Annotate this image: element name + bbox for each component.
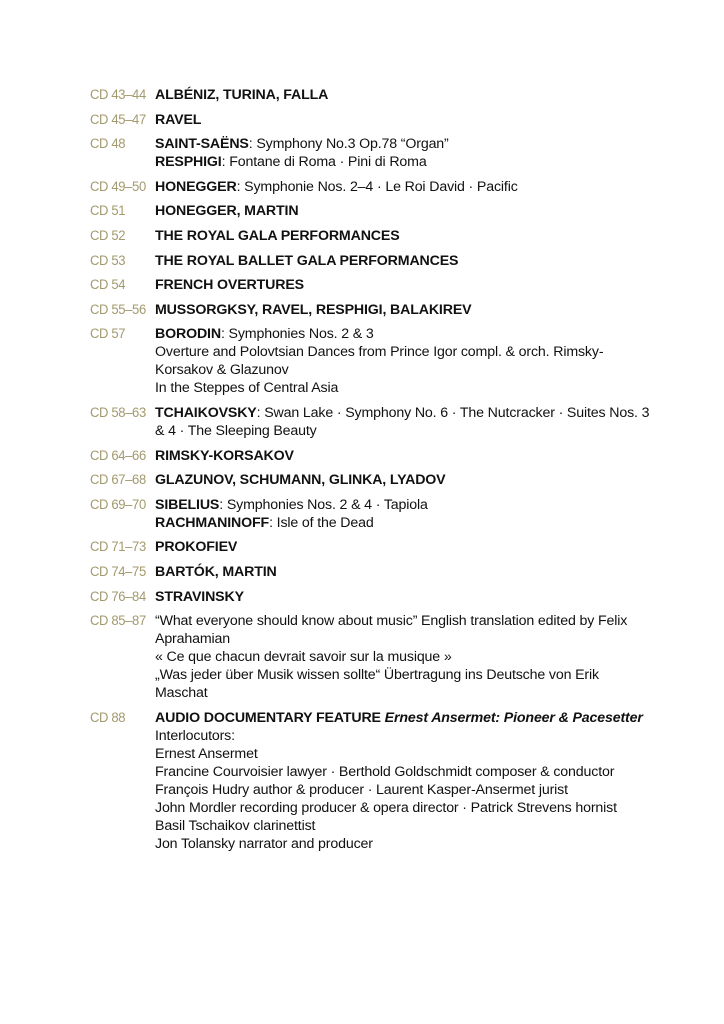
cd-contents	[155, 111, 650, 129]
work-description: Jon Tolansky narrator and producer	[155, 835, 373, 852]
composer-name: AUDIO DOCUMENTARY FEATURE	[155, 709, 385, 726]
cd-number: CD 48	[90, 136, 126, 153]
cd-number: CD 76–84	[90, 588, 146, 605]
cd-contents	[155, 135, 650, 171]
composer-name: BORODIN	[155, 326, 221, 343]
content-line	[155, 496, 650, 514]
cd-entry	[90, 471, 650, 489]
content-line	[155, 514, 650, 532]
cd-entry	[90, 496, 650, 532]
composer-name: GLAZUNOV, SCHUMANN, GLINKA, LYADOV	[155, 472, 446, 489]
composer-name: RESPHIGI	[155, 154, 222, 171]
cd-number: CD 64–66	[90, 447, 146, 464]
cd-entry	[90, 538, 650, 556]
work-description: In the Steppes of Central Asia	[155, 380, 339, 397]
content-line	[155, 301, 650, 319]
content-line	[155, 799, 650, 817]
cd-entry	[90, 588, 650, 606]
composer-name: MUSSORGKSY, RAVEL, RESPHIGI, BALAKIREV	[155, 301, 472, 318]
content-line	[155, 252, 650, 270]
work-description: : Symphonies Nos. 2 & 3	[220, 326, 374, 343]
cd-entry	[90, 563, 650, 581]
cd-entry	[90, 111, 650, 129]
cd-entry	[90, 447, 650, 465]
content-line	[155, 538, 650, 556]
work-description: Ernest Ansermet	[155, 745, 258, 762]
work-description: John Mordler recording producer & opera director · Patrick Strevens hornist	[155, 799, 617, 816]
cd-number: CD 74–75	[90, 563, 146, 580]
composer-name: ALBÉNIZ, TURINA, FALLA	[155, 87, 329, 103]
cd-entry	[90, 612, 650, 702]
cd-contents	[155, 227, 650, 245]
content-line	[155, 727, 650, 745]
composer-name: SAINT-SAËNS	[155, 136, 249, 153]
cd-contents	[155, 325, 650, 397]
content-line	[155, 111, 650, 129]
cd-contents	[155, 612, 650, 702]
composer-name: RACHMANINOFF	[155, 514, 270, 531]
cd-entry	[90, 227, 650, 245]
cd-entry	[90, 135, 650, 171]
content-line	[155, 666, 650, 702]
work-description: Overture and Polovtsian Dances from Prince Igor compl. & orch. Rimsky-Korsakov & Glazunov	[155, 344, 604, 379]
work-description: : Symphony No.3 Op.78 “Organ”	[248, 136, 449, 153]
feature-title: Ernest Ansermet: Pioneer & Pacesetter	[384, 709, 643, 726]
cd-contents	[155, 471, 650, 489]
cd-number: CD 54	[90, 277, 126, 294]
content-line	[155, 325, 650, 343]
cd-number: CD 43–44	[90, 87, 146, 103]
composer-name: FRENCH OVERTURES	[155, 277, 304, 294]
composer-name: RAVEL	[155, 111, 202, 128]
work-description: Interlocutors:	[155, 727, 235, 744]
work-description: : Isle of the Dead	[269, 514, 374, 531]
cd-contents	[155, 301, 650, 319]
content-line	[155, 588, 650, 606]
cd-number: CD 45–47	[90, 111, 146, 128]
work-description: Francine Courvoisier lawyer · Berthold Goldschmidt composer & conductor	[155, 763, 615, 780]
cd-number: CD 88	[90, 709, 126, 726]
content-line	[155, 709, 650, 727]
content-line	[155, 135, 650, 153]
cd-contents	[155, 538, 650, 556]
cd-contents	[155, 447, 650, 465]
composer-name: THE ROYAL GALA PERFORMANCES	[155, 227, 400, 244]
content-line	[155, 404, 650, 440]
content-line	[155, 227, 650, 245]
cd-number: CD 71–73	[90, 539, 146, 556]
work-description: : Swan Lake · Symphony No. 6 · The Nutcracker · Suites Nos. 3 & 4 · The Sleeping Beauty	[155, 404, 650, 439]
cd-entry	[90, 178, 650, 196]
composer-name: HONEGGER	[155, 178, 237, 195]
cd-entry	[90, 404, 650, 440]
content-line	[155, 86, 650, 104]
cd-number: CD 52	[90, 227, 126, 244]
work-description: “What everyone should know about music” English translation edited by Felix Aprahamian	[155, 613, 628, 648]
work-description: François Hudry author & producer · Laurent Kasper-Ansermet jurist	[155, 781, 568, 798]
cd-entry	[90, 709, 650, 853]
cd-contents	[155, 563, 650, 581]
cd-contents	[155, 202, 650, 220]
work-description: „Was jeder über Musik wissen sollte“ Übertragung ins Deutsche von Erik Maschat	[155, 667, 599, 702]
content-line	[155, 178, 650, 196]
cd-contents	[155, 496, 650, 532]
composer-name: THE ROYAL BALLET GALA PERFORMANCES	[155, 252, 459, 269]
content-line	[155, 648, 650, 666]
cd-contents	[155, 404, 650, 440]
content-line	[155, 745, 650, 763]
cd-number: CD 69–70	[90, 496, 146, 513]
cd-contents	[155, 709, 650, 853]
work-description: « Ce que chacun devrait savoir sur la musique »	[155, 649, 452, 666]
cd-number: CD 67–68	[90, 472, 146, 489]
cd-number: CD 58–63	[90, 404, 146, 421]
composer-name: BARTÓK, MARTIN	[155, 563, 277, 580]
content-line	[155, 276, 650, 294]
work-description: : Symphonies Nos. 2 & 4 · Tapiola	[219, 496, 428, 513]
cd-contents	[155, 276, 650, 294]
composer-name: TCHAIKOVSKY	[155, 404, 257, 421]
cd-entry	[90, 252, 650, 270]
cd-contents	[155, 86, 650, 104]
work-description: Basil Tschaikov clarinettist	[155, 817, 316, 834]
content-line	[155, 153, 650, 171]
cd-number: CD 57	[90, 326, 126, 343]
content-line	[155, 763, 650, 781]
work-description: : Symphonie Nos. 2–4 · Le Roi David · Pacific	[236, 178, 518, 195]
content-line	[155, 202, 650, 220]
cd-entry	[90, 86, 650, 104]
content-line	[155, 835, 650, 853]
cd-entry	[90, 202, 650, 220]
content-line	[155, 343, 650, 379]
composer-name: RIMSKY-KORSAKOV	[155, 447, 294, 464]
cd-contents	[155, 252, 650, 270]
content-line	[155, 563, 650, 581]
content-line	[155, 447, 650, 465]
content-line	[155, 817, 650, 835]
cd-entry	[90, 276, 650, 294]
cd-number: CD 85–87	[90, 613, 146, 630]
cd-contents	[155, 588, 650, 606]
composer-name: PROKOFIEV	[155, 539, 238, 556]
work-description: : Fontane di Roma · Pini di Roma	[221, 154, 427, 171]
cd-number: CD 51	[90, 203, 126, 220]
content-line	[155, 781, 650, 799]
cd-number: CD 53	[90, 252, 126, 269]
content-line	[155, 612, 650, 648]
cd-contents	[155, 178, 650, 196]
content-line	[155, 471, 650, 489]
content-line	[155, 379, 650, 397]
composer-name: STRAVINSKY	[155, 588, 244, 605]
cd-number: CD 49–50	[90, 178, 146, 195]
cd-number: CD 55–56	[90, 301, 146, 318]
composer-name: HONEGGER, MARTIN	[155, 203, 299, 220]
composer-name: SIBELIUS	[155, 496, 220, 513]
cd-entry	[90, 301, 650, 319]
cd-entry	[90, 325, 650, 397]
cd-track-list	[90, 86, 650, 859]
